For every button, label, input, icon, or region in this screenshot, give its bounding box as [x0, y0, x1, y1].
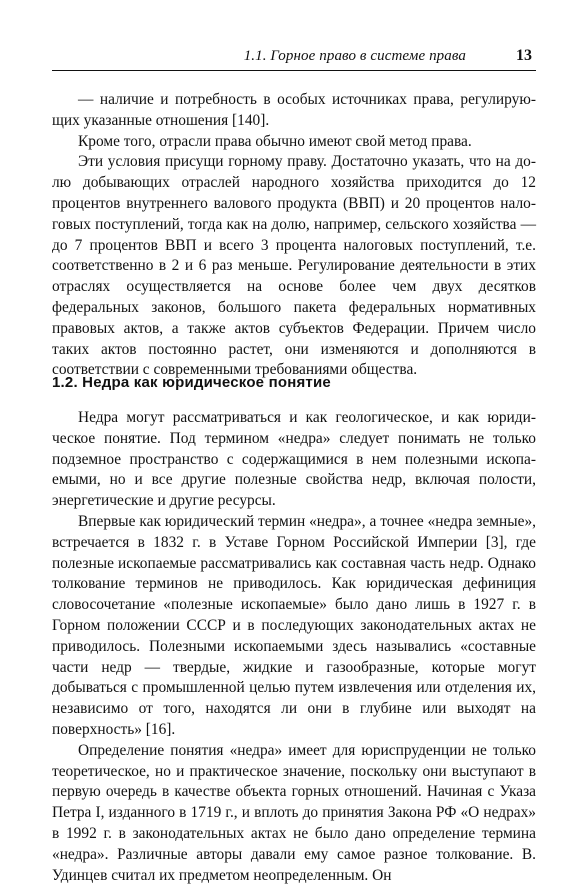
page-number: 13: [516, 47, 532, 64]
paragraph: — наличие и потребность в особых источниках права, регулирующих указанные отношения [140].: [52, 91, 536, 129]
paragraph: Эти условия присущи горному праву. Достаточно указать, что на долю добывающих отраслей народного хозяйства приходится до 12 процентов внутреннего валового продукта (ВВП) и 20 процентов налоговых поступлений, тогда как на долю, например, сельского хозяйства — до 7 процентов ВВП и всего 3 процента налоговых поступлений, т.е. соответственно в 2 и 6 раз меньше. Регулирование деятельности в этих отраслях осуществляется на основе более чем двух десятков федеральных законов, большого пакета федеральных нормативных правовых актов, а также актов субъектов Федерации. Причем число таких актов постоянно растет, они изменяются и дополняются в соответствии с современными требованиями общества.: [52, 153, 536, 379]
paragraph: Впервые как юридический термин «недра», а точнее «недра земные», встречается в 1832 г. в Уставе Горном Российской Империи [3], где полезные ископаемые рассматривались как составная часть недр. Однако толкование терминов не приводилось. Как юридическая дефиниция словосочетание «полезные ископаемые» было дано лишь в 1927 г. в Горном положении СССР и в последующих законодательных актах не приводилось. Полезными ископаемыми здесь назывались «составные части недр — твердые, жидкие и газообразные, которые могут добываться с промышленной целью путем извлечения или отделения их, независимо от того, находятся ли они в глубине или выходят на поверхность» [16].: [52, 512, 536, 738]
paragraph: Недра могут рассматриваться и как геологическое, и как юридическое понятие. Под термином «недра» следует понимать не только подземное пространство с содержащимися в нем полезными ископаемыми, но и все другие полезные свойства недр, включая полости, энергетические и другие ресурсы.: [52, 409, 536, 510]
paragraph: Кроме того, отрасли права обычно имеют свой метод права.: [78, 132, 472, 150]
intro-text: [52, 90, 536, 381]
running-header: [52, 36, 536, 71]
section-text: [52, 408, 536, 886]
running-title: 1.1. Горное право в системе права: [243, 48, 466, 64]
paragraph: Определение понятия «недра» имеет для юриспруденции не только теоретическое, но и практическое значение, поскольку они выступают в первую очередь в качестве объекта горных отношений. Начиная с Указа Петра I, изданного в 1719 г., и вплоть до принятия Закона РФ «О недрах» в 1992 г. в законодательных актах не было дано определение термина «недра». Различные авторы давали ему самое разное толкование. В. Удинцев считал их предметом неопределенным. Он: [52, 741, 536, 884]
section-heading: 1.2. Недра как юридическое понятие: [52, 374, 331, 391]
